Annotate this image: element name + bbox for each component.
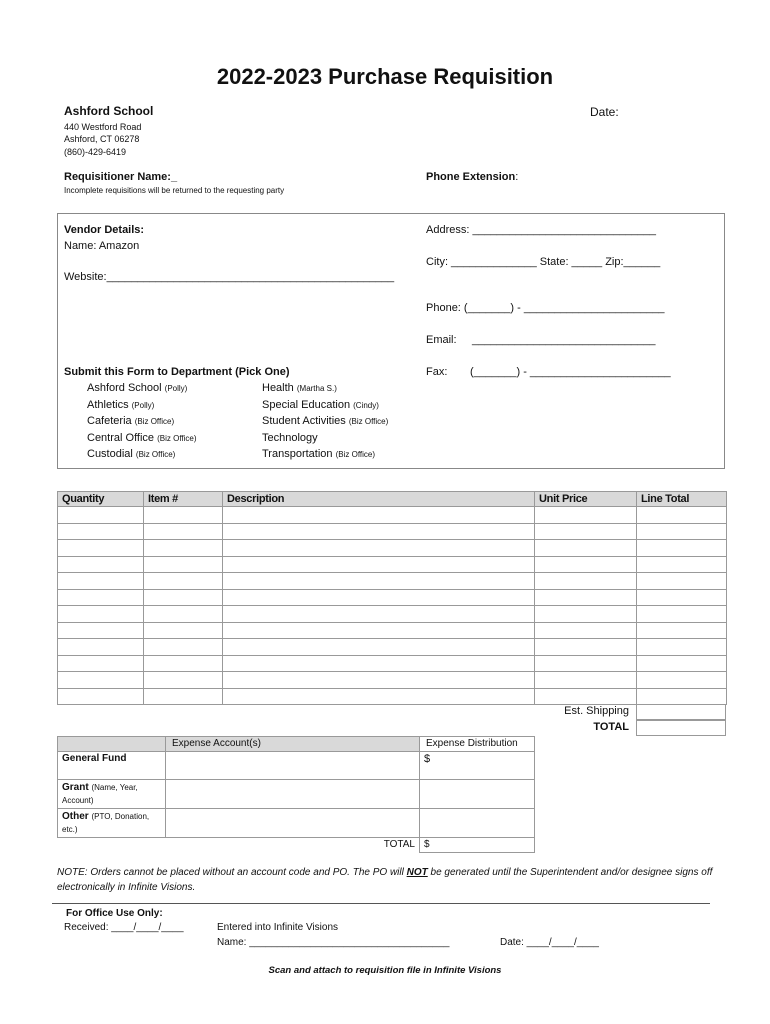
item-cell[interactable] [144,606,223,623]
general-fund-amount[interactable]: $ [420,752,535,780]
phone-extension-label [426,171,518,183]
office-divider [52,903,710,904]
table-row [58,540,727,557]
item-cell[interactable] [637,556,727,573]
item-cell[interactable] [223,655,535,672]
item-cell[interactable] [637,523,727,540]
table-row [58,688,727,705]
item-cell[interactable] [223,556,535,573]
table-row [58,507,727,524]
item-cell[interactable] [637,540,727,557]
item-cell[interactable] [144,688,223,705]
table-row [58,556,727,573]
item-cell[interactable] [223,606,535,623]
vendor-fax-label: Fax: [426,366,448,378]
vendor-email-blank[interactable]: ______________________________ [472,334,656,346]
est-shipping-label: Est. Shipping [564,705,629,717]
general-fund-account-cell[interactable] [166,752,420,780]
other-amount-cell[interactable] [420,809,535,838]
item-cell[interactable] [535,507,637,524]
item-cell[interactable] [58,688,144,705]
item-cell[interactable] [144,523,223,540]
vendor-email-label: Email: [426,334,457,346]
item-cell[interactable] [637,639,727,656]
expense-total-amount[interactable]: $ [420,838,535,853]
item-cell[interactable] [535,573,637,590]
scan-note: Scan and attach to requisition file in Infinite Visions [268,965,502,976]
school-name: Ashford School [64,104,154,118]
item-cell[interactable] [223,622,535,639]
entered-into-label: Entered into Infinite Visions [217,922,339,933]
dept-option[interactable]: Cafeteria (Biz Office) [87,415,175,427]
department-heading: Submit this Form to Department (Pick One) [64,366,290,378]
vendor-city-state-zip[interactable]: City: ______________ State: _____ Zip:______ [426,256,661,268]
item-cell[interactable] [535,540,637,557]
vendor-fax-blank[interactable]: (_______) - _______________________ [470,366,671,378]
item-cell[interactable] [637,622,727,639]
item-cell[interactable] [637,672,727,689]
item-cell[interactable] [58,606,144,623]
item-cell[interactable] [144,655,223,672]
item-cell[interactable] [535,523,637,540]
items-header-row [58,492,727,507]
general-fund-row [58,752,535,780]
item-cell[interactable] [535,589,637,606]
school-phone: (860)-429-6419 [64,147,127,157]
dept-option[interactable]: Technology [262,432,318,444]
dept-option[interactable]: Special Education (Cindy) [262,399,379,411]
item-cell[interactable] [58,507,144,524]
table-row [58,523,727,540]
phone-extension-colon: : [515,171,519,183]
grant-amount-cell[interactable] [420,780,535,809]
requisitioner-note: Incomplete requisitions will be returned to the requesting party [64,186,285,195]
item-cell[interactable] [637,606,727,623]
item-cell[interactable] [58,589,144,606]
grant-account-cell[interactable] [166,780,420,809]
dept-option[interactable]: Health (Martha S.) [262,382,337,394]
item-cell[interactable] [223,688,535,705]
item-cell[interactable] [535,688,637,705]
dept-option[interactable]: Central Office (Biz Office) [87,432,197,444]
received-date[interactable]: Received: ____/____/____ [64,922,184,933]
item-cell[interactable] [58,639,144,656]
item-cell[interactable] [144,589,223,606]
items-total-label: TOTAL [593,721,629,733]
item-cell[interactable] [58,655,144,672]
vendor-phone[interactable]: Phone: (_______) - _______________________ [426,302,665,314]
items-table [57,491,727,705]
item-cell[interactable] [223,672,535,689]
page-title: 2022-2023 Purchase Requisition [216,64,554,89]
item-cell[interactable] [144,639,223,656]
item-cell[interactable] [58,540,144,557]
items-total-cell[interactable] [636,720,726,736]
expense-total-row [58,838,535,853]
item-cell[interactable] [535,655,637,672]
item-cell[interactable] [535,556,637,573]
office-date-line[interactable]: Date: ____/____/____ [500,937,599,948]
dept-option[interactable]: Ashford School (Polly) [87,382,188,394]
col-quantity: Quantity [58,492,144,507]
table-row [58,622,727,639]
expense-table [57,736,535,853]
item-cell[interactable] [223,639,535,656]
vendor-address[interactable]: Address: ______________________________ [426,224,656,236]
expense-account-header: Expense Account(s) [166,737,420,752]
item-cell[interactable] [637,507,727,524]
dept-option[interactable]: Custodial (Biz Office) [87,448,176,460]
col-description: Description [223,492,535,507]
item-cell[interactable] [637,655,727,672]
office-name-line[interactable]: Name: ____________________________________ [217,937,450,948]
vendor-website[interactable]: Website:_______________________________________________ [64,271,395,283]
item-cell[interactable] [223,589,535,606]
dept-option[interactable]: Transportation (Biz Office) [262,448,376,460]
item-cell[interactable] [144,507,223,524]
item-cell[interactable] [637,589,727,606]
item-cell[interactable] [58,622,144,639]
item-cell[interactable] [144,573,223,590]
item-cell[interactable] [535,606,637,623]
table-row [58,655,727,672]
vendor-heading: Vendor Details: [64,224,145,236]
other-account-cell[interactable] [166,809,420,838]
item-cell[interactable] [144,622,223,639]
dept-option[interactable]: Student Activities (Biz Office) [262,415,389,427]
item-cell[interactable] [535,639,637,656]
item-cell[interactable] [637,688,727,705]
dept-option[interactable]: Athletics (Polly) [87,399,155,411]
item-cell[interactable] [58,523,144,540]
item-cell[interactable] [535,672,637,689]
table-row [58,589,727,606]
expense-total-spacer [58,838,166,853]
grant-label-cell: Grant (Name, Year, Account) [58,780,166,809]
item-cell[interactable] [223,507,535,524]
col-item-number: Item # [144,492,223,507]
order-note: NOTE: Orders cannot be placed without an account code and PO. The PO will NOT be generated until the Superintendent and/or designee signs off electronically in Infinite Visions. [57,867,713,893]
item-cell[interactable] [637,573,727,590]
item-cell[interactable] [223,573,535,590]
table-row [58,606,727,623]
item-cell[interactable] [223,540,535,557]
expense-total-label: TOTAL [383,839,415,850]
table-row [58,672,727,689]
col-line-total: Line Total [637,492,727,507]
table-row [58,573,727,590]
est-shipping-cell[interactable] [636,704,726,720]
general-fund-label: General Fund [58,752,166,780]
expense-header-row [58,737,535,752]
col-unit-price: Unit Price [535,492,637,507]
requisitioner-name-label: Requisitioner Name:_ [64,171,178,183]
school-address-line1: 440 Westford Road [64,122,142,132]
expense-header-blank [58,737,166,752]
table-row [58,639,727,656]
item-cell[interactable] [58,573,144,590]
item-cell[interactable] [58,672,144,689]
item-cell[interactable] [223,523,535,540]
item-cell[interactable] [535,622,637,639]
date-label: Date: [590,105,619,119]
phone-extension-text: Phone Extension [426,171,516,183]
grant-row [58,780,535,809]
item-cell[interactable] [144,556,223,573]
other-row [58,809,535,838]
item-cell[interactable] [144,540,223,557]
item-cell[interactable] [58,556,144,573]
vendor-name: Name: Amazon [64,240,140,252]
office-use-heading: For Office Use Only: [66,908,163,919]
school-address-line2: Ashford, CT 06278 [64,134,140,144]
other-label-cell: Other (PTO, Donation, etc.) [58,809,166,838]
expense-distribution-header: Expense Distribution [420,737,535,752]
item-cell[interactable] [144,672,223,689]
